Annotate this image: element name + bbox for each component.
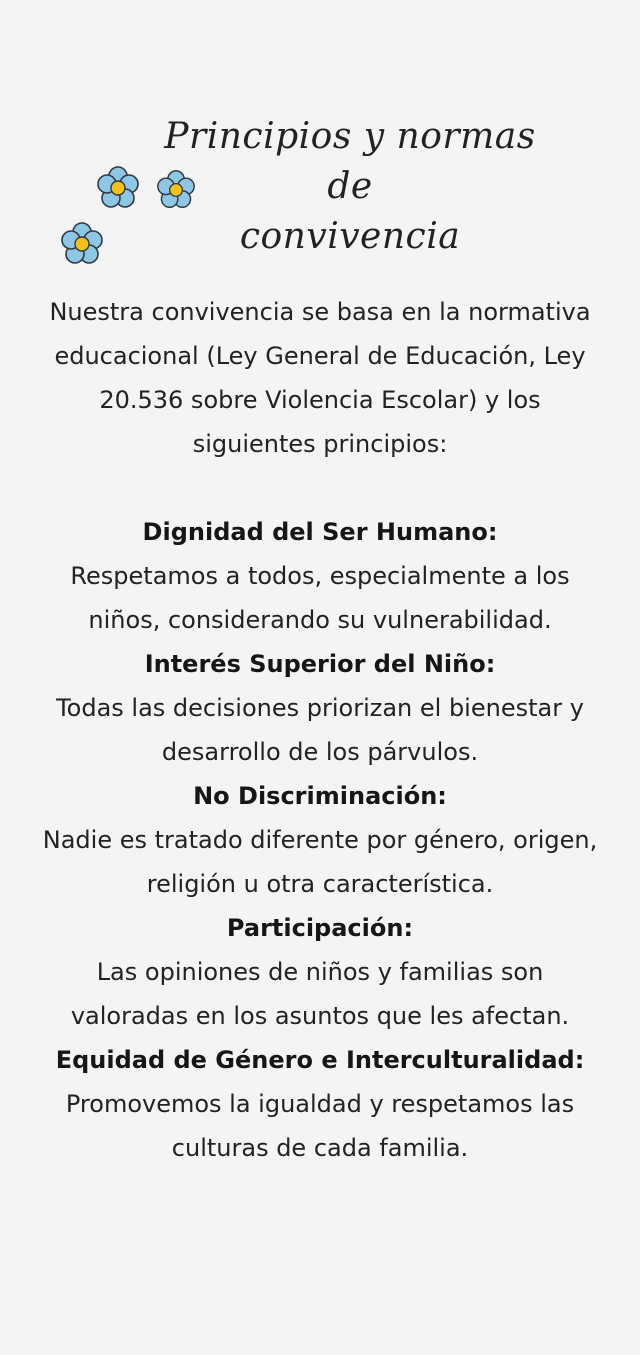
principle-item	[40, 642, 600, 774]
flower-icon	[60, 222, 104, 266]
principle-item	[40, 1038, 600, 1170]
page-header	[0, 0, 640, 290]
principle-description: Nadie es tratado diferente por género, origen, religión u otra característica.	[42, 826, 598, 898]
title-line-2: convivencia	[239, 216, 461, 257]
title-line-1: Principios y normas de	[164, 116, 536, 207]
principle-description: Promovemos la igualdad y respetamos las culturas de cada familia.	[65, 1090, 575, 1162]
principle-title: Dignidad del Ser Humano:	[142, 518, 498, 546]
principle-description: Todas las decisiones priorizan el bienestar y desarrollo de los párvulos.	[56, 694, 584, 766]
principle-title: Interés Superior del Niño:	[144, 650, 496, 678]
page-title	[140, 112, 560, 262]
content-section	[40, 290, 600, 1170]
principle-description: Las opiniones de niños y familias son valoradas en los asuntos que les afectan.	[70, 958, 570, 1030]
flower-icon	[96, 166, 140, 210]
principle-title: No Discriminación:	[193, 782, 447, 810]
principle-item	[40, 906, 600, 1038]
principle-item	[40, 510, 600, 642]
principle-title: Participación:	[226, 914, 414, 942]
principle-title: Equidad de Género e Interculturalidad:	[55, 1046, 585, 1074]
principle-description: Respetamos a todos, especialmente a los niños, considerando su vulnerabilidad.	[70, 562, 570, 634]
intro-paragraph: Nuestra convivencia se basa en la normativa educacional (Ley General de Educación, Ley 20.536 sobre Violencia Escolar) y los siguientes principios:	[49, 298, 591, 458]
principle-item	[40, 774, 600, 906]
